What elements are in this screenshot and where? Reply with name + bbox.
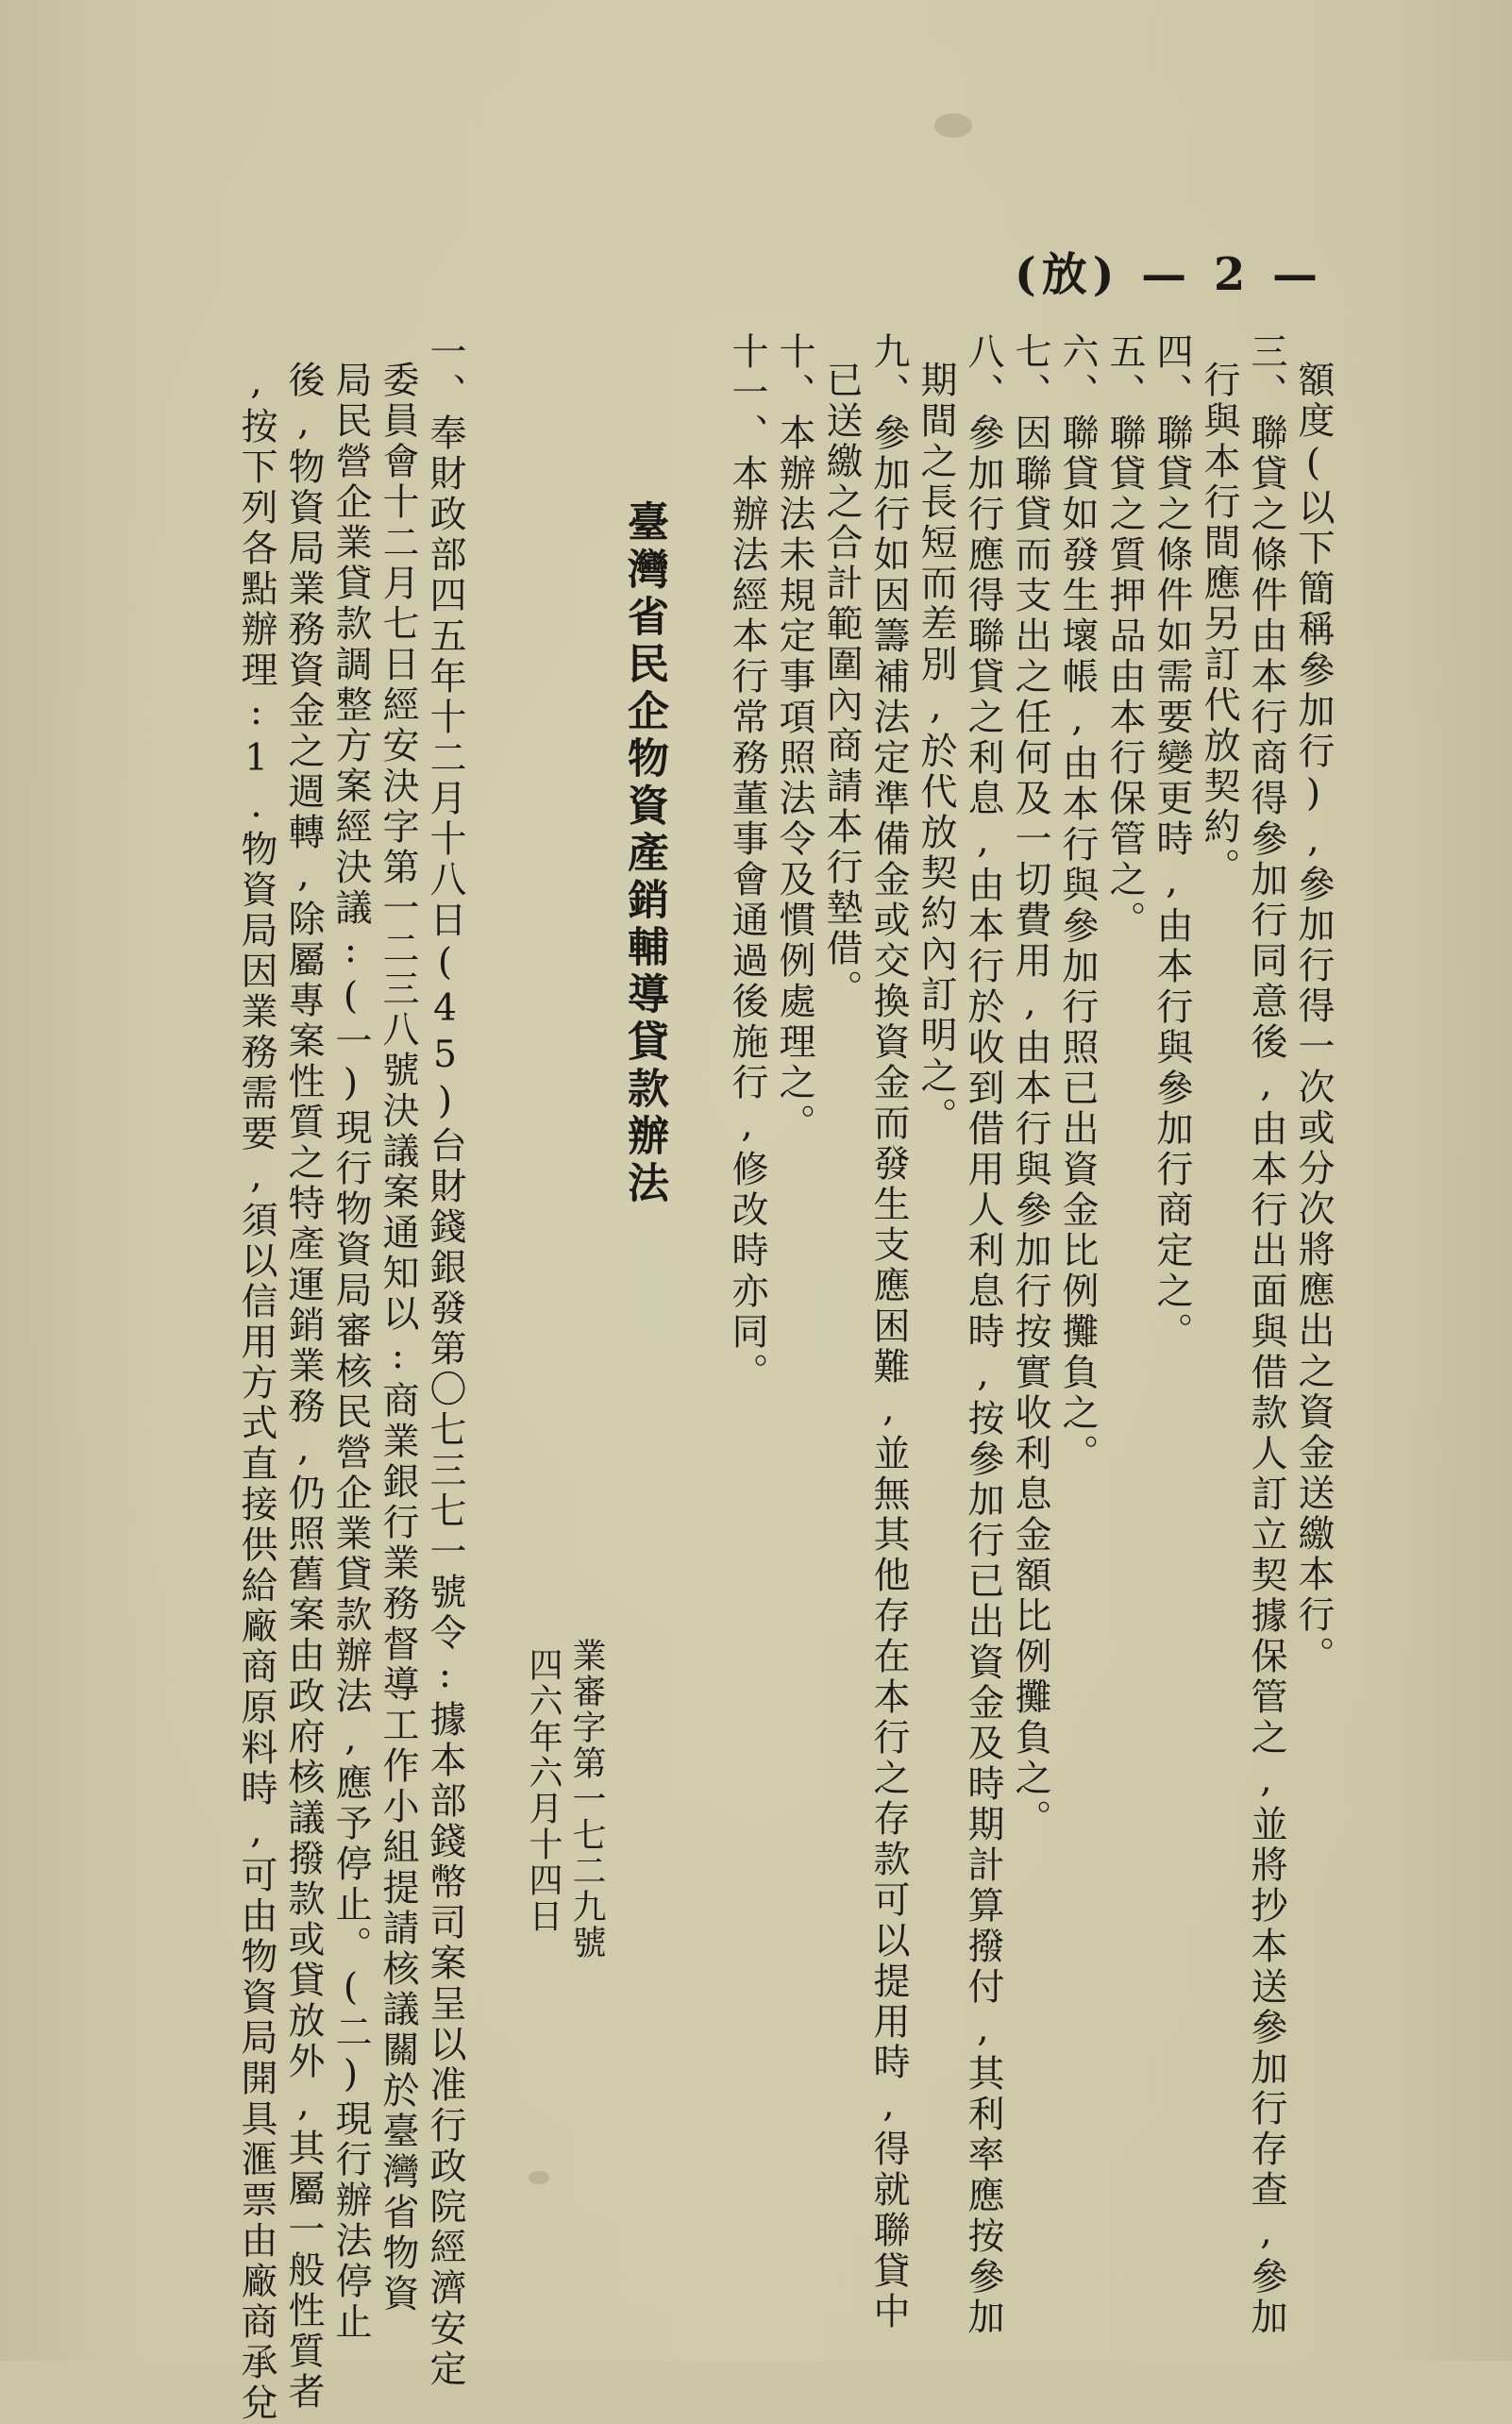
page-header: (放) — 2 — [1015,248,1323,301]
regulation-title: 臺灣省民企物資產銷輔導貸款辦法 [620,500,668,1208]
text-column: 一、奉財政部四五年十二月十八日(45)台財錢銀發第〇七三七一號令:據本部錢幣司案呈以准行政院經濟安定 [424,332,466,2390]
text-column: 後,物資局業務資金之週轉,除屬專案性質之特產運銷業務,仍照舊案由政府核議撥款或貸放外,其屬一般性質者 [282,361,325,2413]
text-column: 八、參加行應得聯貸之利息,由本行於收到借用人利息時,按參加行已出資金及時期計算撥付,其利率應按參加 [962,332,1004,2338]
text-column: 委員會十二月七日經安決字第一二三八號決議案通知以:商業銀行業務督導工作小組提請核議關於臺灣省物資 [377,361,419,2315]
reference-date: 四六年六月十四日 [524,1647,563,1934]
text-column: 四、聯貸之條件如需要變更時,由本行與參加行商定之。 [1151,332,1193,1353]
text-column: 七、因聯貸而支出之任何及一切費用,由本行與參加行按實收利息金額比例攤負之。 [1009,332,1051,1840]
text-column: 行與本行間應另訂代放契約。 [1198,361,1240,888]
text-column: 期間之長短而差別,於代放契約內訂明之。 [915,361,957,1137]
text-column: 六、聯貸如發生壞帳,由本行與參加行照已出資金比例攤負之。 [1056,332,1099,1474]
paper-stain [934,113,972,138]
text-column: ,按下列各點辦理:1.物資局因業務需要,須以信用方式直接供給廠商原料時,可由物資局開具滙票由廠商承兌 [235,361,277,2424]
text-column: 已送繳之合計範圍內商請本行墊借。 [820,361,863,1010]
text-column: 九、參加行如因籌補法定準備金或交換資金而發生支應困難,並無其他存在本行之存款可以提用時,得就聯貸中 [867,332,910,2332]
text-column: 三、聯貸之條件由本行商得參加行同意後,由本行出面與借款人訂立契據保管之,並將抄本送參加行存查,參加 [1245,332,1287,2338]
reference-number: 業審字第一七二九號 [567,1638,606,1961]
text-column: 局民營企業貸款調整方案經決議:(一)現行物資局審核民營企業貸款辦法,應予停止。(二)現行辦法停止 [329,361,372,2343]
text-column: 五、聯貸之質押品由本行保管之。 [1103,332,1146,941]
paper-stain [529,2171,549,2184]
text-column: 十、本辦法未規定事項照法令及慣例處理之。 [773,332,815,1144]
text-column: 十一、本辦法經本行常務董事會通過後施行,修改時亦同。 [726,332,768,1393]
text-column: 額度(以下簡稱參加行),參加行得一次或分次將應出之資金送繳本行。 [1292,361,1335,1676]
